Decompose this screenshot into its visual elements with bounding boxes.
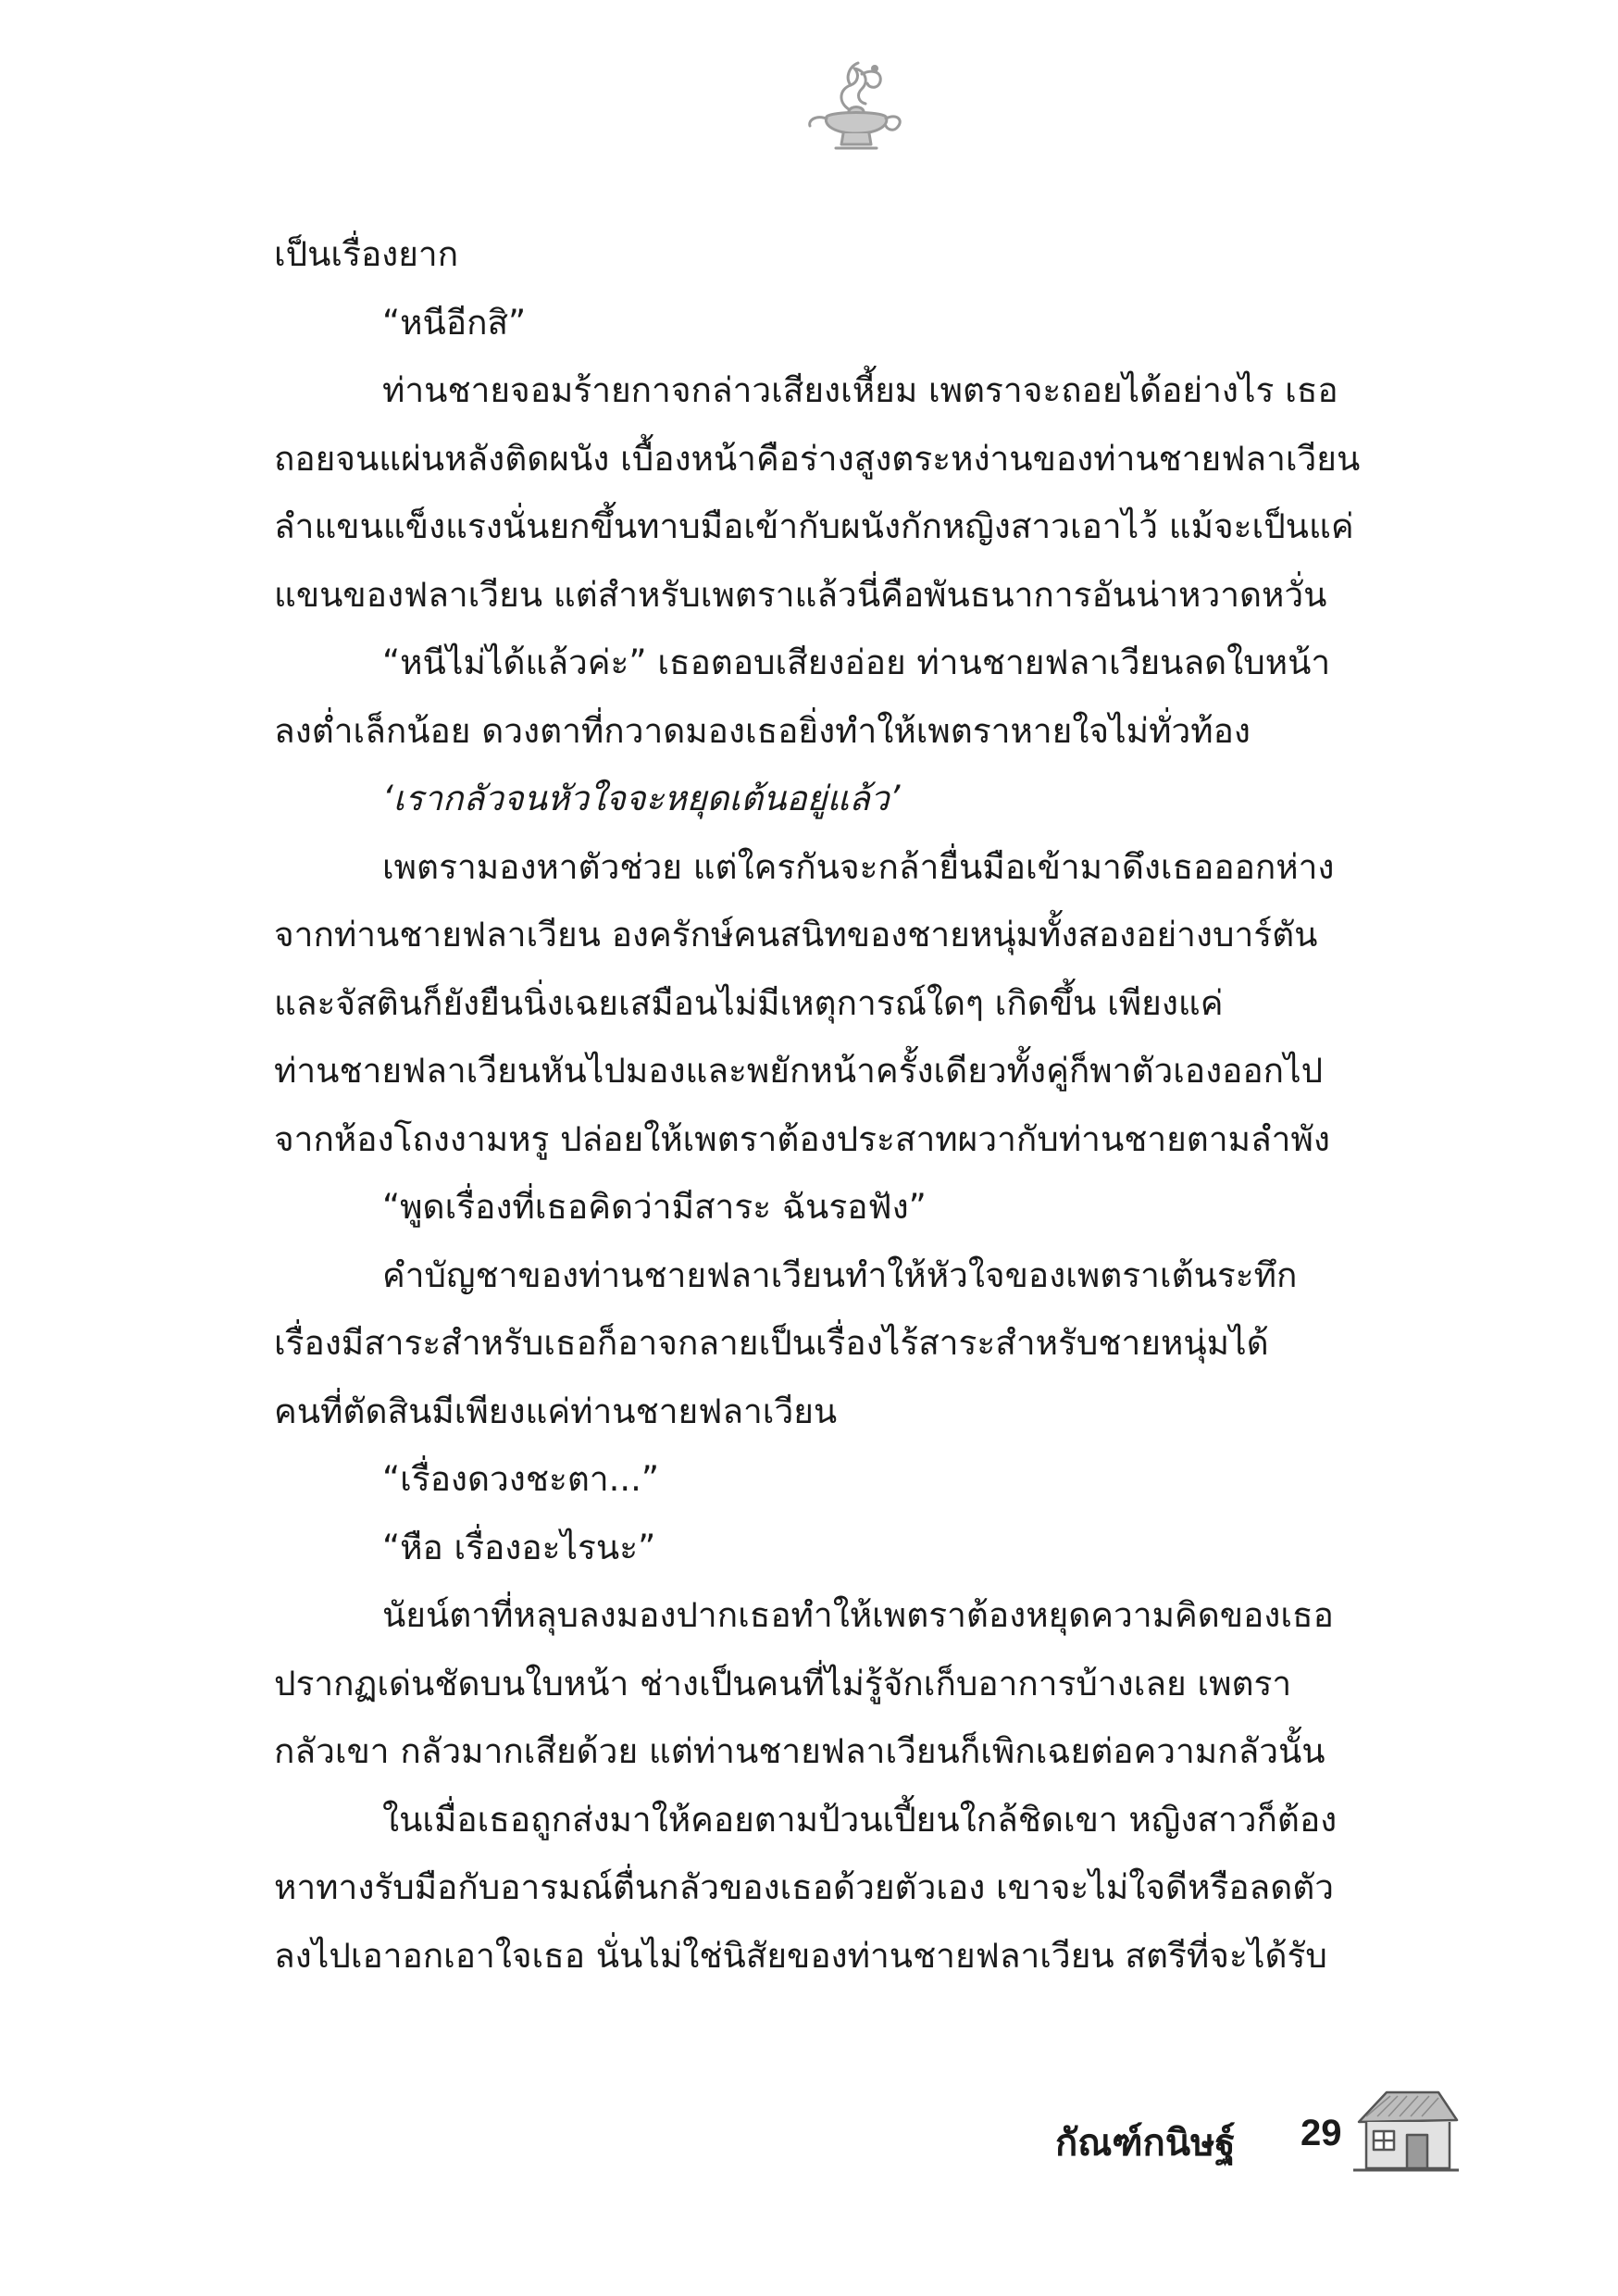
text-line: และจัสตินก็ยังยืนนิ่งเฉยเสมือนไม่มีเหตุการณ์ใดๆ เกิดขึ้น เพียงแค่ (274, 982, 1224, 1023)
text-line: ‘เรากลัวจนหัวใจจะหยุดเต้นอยู่แล้ว’ (382, 779, 901, 818)
text-line: คนที่ตัดสินมีเพียงแค่ท่านชายฟลาเวียน (274, 1391, 838, 1431)
text-line: เพตรามองหาตัวช่วย แต่ใครกันจะกล้ายื่นมือเข้ามาดึงเธอออกห่าง (382, 846, 1335, 887)
genie-lamp-icon (801, 56, 912, 157)
text-line: “พูดเรื่องที่เธอคิดว่ามีสาระ ฉันรอฟัง” (382, 1187, 927, 1227)
text-line: จากห้องโถงงามหรู ปล่อยให้เพตราต้องประสาทผวากับท่านชายตามลำพัง (274, 1118, 1330, 1159)
text-line: “เรื่องดวงชะตา...” (382, 1459, 660, 1499)
page-number: 29 (1301, 2113, 1342, 2153)
text-line: เรื่องมีสาระสำหรับเธอก็อาจกลายเป็นเรื่องไร้สาระสำหรับชายหนุ่มได้ (274, 1323, 1269, 1363)
text-line: “หนีไม่ได้แล้วค่ะ” เธอตอบเสียงอ่อย ท่านชายฟลาเวียนลดใบหน้า (382, 643, 1331, 682)
text-line: ท่านชายจอมร้ายกาจกล่าวเสียงเหี้ยม เพตราจะถอยได้อย่างไร เธอ (382, 370, 1338, 410)
text-line: ลงไปเอาอกเอาใจเธอ นั่นไม่ใช่นิสัยของท่านชายฟลาเวียน สตรีที่จะได้รับ (274, 1935, 1327, 1976)
text-line: ในเมื่อเธอถูกส่งมาให้คอยตามป้วนเปี้ยนใกล้ชิดเขา หญิงสาวก็ต้อง (382, 1799, 1338, 1840)
text-line: กลัวเขา กลัวมากเสียด้วย แต่ท่านชายฟลาเวียนก็เพิกเฉยต่อความกลัวนั้น (274, 1731, 1326, 1771)
text-line: คำบัญชาของท่านชายฟลาเวียนทำให้หัวใจของเพตราเต้นระทึก (382, 1254, 1298, 1295)
book-title: กัณฑ์กนิษฐ์ (1055, 2122, 1236, 2165)
text-line: ลงต่ำเล็กน้อย ดวงตาที่กวาดมองเธอยิ่งทำให้เพตราหายใจไม่ทั่วท้อง (274, 710, 1251, 751)
text-line: เป็นเรื่องยาก (274, 234, 459, 274)
text-line: “หนีอีกสิ” (382, 302, 527, 343)
text-line: ถอยจนแผ่นหลังติดผนัง เบื้องหน้าคือร่างสูงตระหง่านของท่านชายฟลาเวียน (274, 438, 1361, 479)
body-text (274, 220, 1451, 1990)
house-icon (1350, 2083, 1461, 2176)
text-line: ลำแขนแข็งแรงนั่นยกขึ้นทาบมือเข้ากับผนังกักหญิงสาวเอาไว้ แม้จะเป็นแค่ (274, 506, 1354, 546)
text-line: แขนของฟลาเวียน แต่สำหรับเพตราแล้วนี่คือพันธนาการอันน่าหวาดหวั่น (274, 574, 1327, 615)
text-line: จากท่านชายฟลาเวียน องครักษ์คนสนิทของชายหนุ่มทั้งสองอย่างบาร์ตัน (274, 915, 1318, 955)
text-line: “หือ เรื่องอะไรนะ” (382, 1527, 656, 1567)
text-line: ปรากฏเด่นชัดบนใบหน้า ช่างเป็นคนที่ไม่รู้จักเก็บอาการบ้างเลย เพตรา (274, 1663, 1292, 1703)
text-line: นัยน์ตาที่หลุบลงมองปากเธอทำให้เพตราต้องหยุดความคิดของเธอ (382, 1595, 1334, 1635)
page-footer (1055, 2083, 1490, 2185)
text-line: ท่านชายฟลาเวียนหันไปมองและพยักหน้าครั้งเดียวทั้งคู่ก็พาตัวเองออกไป (274, 1051, 1324, 1091)
text-line: หาทางรับมือกับอารมณ์ตื่นกลัวของเธอด้วยตัวเอง เขาจะไม่ใจดีหรือลดตัว (274, 1867, 1335, 1907)
